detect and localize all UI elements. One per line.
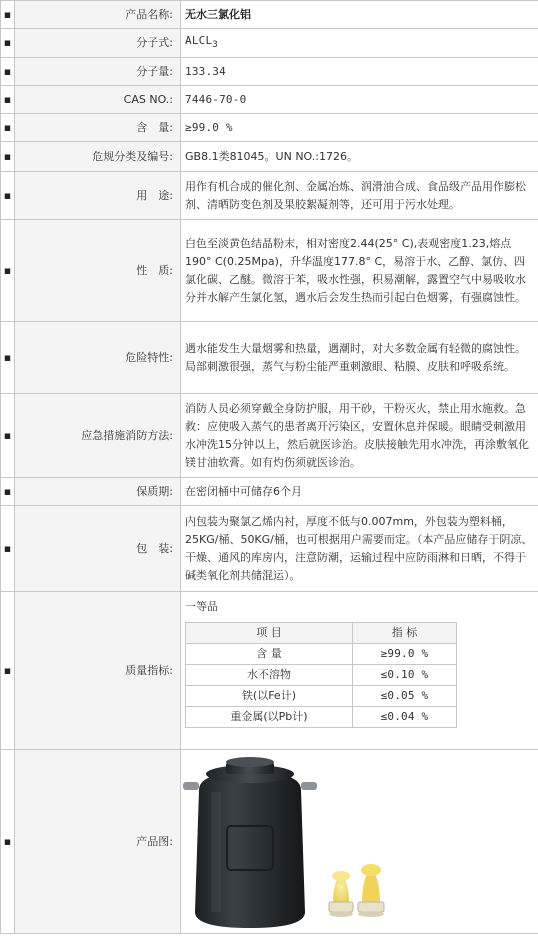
square-bullet-icon: ▪ [1, 506, 15, 592]
quality-item: 重金属(以Pb计) [186, 707, 353, 728]
product-image-cell [181, 750, 538, 934]
square-bullet-icon: ▪ [1, 394, 15, 478]
formula-main: ALCL [185, 34, 213, 47]
quality-spec: ≤0.04 % [352, 707, 456, 728]
quality-label: 质量指标: [15, 592, 181, 750]
usage-label: 用 途: [15, 172, 181, 220]
square-bullet-icon: ▪ [1, 86, 15, 114]
quality-spec-table [185, 622, 457, 728]
row-product-name [1, 1, 538, 29]
square-bullet-icon: ▪ [1, 172, 15, 220]
properties-value: 白色至淡黄色结晶粉末，相对密度2.44(25° C),表观密度1.23,熔点190° C(0.25Mpa)，升华温度177.8° C，易溶于水、乙醇、氯仿、四氯化碳、乙醚。微溶于苯，吸水性强，积易潮解，露置空气中易吸收水分并水解产生氯化氢，遇水后会发生热而引起白色烟雾，有强腐蚀性。 [181, 220, 538, 322]
square-bullet-icon: ▪ [1, 114, 15, 142]
formula-subscript: 3 [212, 39, 219, 51]
row-danger [1, 322, 538, 394]
quality-spec: ≤0.10 % [352, 665, 456, 686]
cas-label: CAS NO.: [15, 86, 181, 114]
square-bullet-icon: ▪ [1, 478, 15, 506]
row-formula [1, 29, 538, 58]
packing-label: 包 装: [15, 506, 181, 592]
row-emergency [1, 394, 538, 478]
table-row [186, 686, 457, 707]
quality-value [181, 592, 538, 750]
row-shelf-life [1, 478, 538, 506]
molecular-weight-value: 133.34 [181, 58, 538, 86]
danger-value: 遇水能发生大量烟雾和热量，遇潮时，对大多数金属有轻微的腐蚀性。局部刺激很强，蒸气与粉尘能严重刺激眼、粘膜、皮肤和呼吸系统。 [181, 322, 538, 394]
square-bullet-icon: ▪ [1, 592, 15, 750]
packing-value: 内包装为聚氯乙烯内衬，厚度不低与0.007mm，外包装为塑料桶，25KG/桶、50KG/桶，也可根据用户需要而定。（本产品应储存于阴凉、干燥、通风的库房内，注意防潮，运输过程中应防雨淋和日晒，不得于碱类氧化剂共储混运）。 [181, 506, 538, 592]
row-packing [1, 506, 538, 592]
row-cas [1, 86, 538, 114]
square-bullet-icon: ▪ [1, 29, 15, 58]
table-row [186, 707, 457, 728]
product-image-label: 产品图: [15, 750, 181, 934]
content-value: ≥99.0 % [181, 114, 538, 142]
row-content [1, 114, 538, 142]
row-properties [1, 220, 538, 322]
quality-header-item: 项 目 [186, 623, 353, 644]
formula-value [181, 29, 538, 58]
properties-label: 性 质: [15, 220, 181, 322]
square-bullet-icon: ▪ [1, 750, 15, 934]
table-row [186, 665, 457, 686]
usage-value: 用作有机合成的催化剂、金属冶炼、润滑油合成、食品级产品用作膨松剂、清晒防变色剂及果胶絮凝剂等，还可用于污水处理。 [181, 172, 538, 220]
emergency-label: 应急措施消防方法: [15, 394, 181, 478]
product-name-value: 无水三氯化铝 [181, 1, 538, 29]
quality-spec: ≥99.0 % [352, 644, 456, 665]
shelf-life-value: 在密闭桶中可储存6个月 [181, 478, 538, 506]
quality-item: 铁(以Fe计) [186, 686, 353, 707]
quality-grade: 一等品 [185, 600, 218, 614]
row-usage [1, 172, 538, 220]
quality-table-header [186, 623, 457, 644]
powder-cup-icon [329, 871, 353, 917]
product-drum-photo [181, 752, 531, 932]
quality-item: 水不溶物 [186, 665, 353, 686]
danger-label: 危险特性: [15, 322, 181, 394]
emergency-value: 消防人员必须穿戴全身防护服，用干砂，干粉灭火，禁止用水施救。急救：应使吸入蒸气的患者离开污染区，安置休息并保暖。眼睛受刺激用水冲洗15分钟以上，然后就医诊治。皮肤接触先用水冲洗，再涂敷氧化镁甘油软膏。如有灼伤须就医诊治。 [181, 394, 538, 478]
square-bullet-icon: ▪ [1, 220, 15, 322]
row-molecular-weight [1, 58, 538, 86]
square-bullet-icon: ▪ [1, 58, 15, 86]
table-row [186, 644, 457, 665]
powder-cup-icon [358, 864, 384, 917]
molecular-weight-label: 分子量: [15, 58, 181, 86]
product-photo-frame [181, 752, 538, 932]
square-bullet-icon: ▪ [1, 1, 15, 29]
row-hazard [1, 142, 538, 172]
shelf-life-label: 保质期: [15, 478, 181, 506]
cas-value: 7446-70-0 [181, 86, 538, 114]
quality-spec: ≤0.05 % [352, 686, 456, 707]
hazard-value: GB8.1类81045。UN NO.:1726。 [181, 142, 538, 172]
square-bullet-icon: ▪ [1, 322, 15, 394]
drum-icon [183, 757, 317, 928]
content-label: 含 量: [15, 114, 181, 142]
row-product-image [1, 750, 538, 934]
row-quality [1, 592, 538, 750]
formula-label: 分子式: [15, 29, 181, 58]
quality-item: 含 量 [186, 644, 353, 665]
quality-header-spec: 指 标 [352, 623, 456, 644]
square-bullet-icon: ▪ [1, 142, 15, 172]
hazard-label: 危规分类及编号: [15, 142, 181, 172]
product-name-label: 产品名称: [15, 1, 181, 29]
